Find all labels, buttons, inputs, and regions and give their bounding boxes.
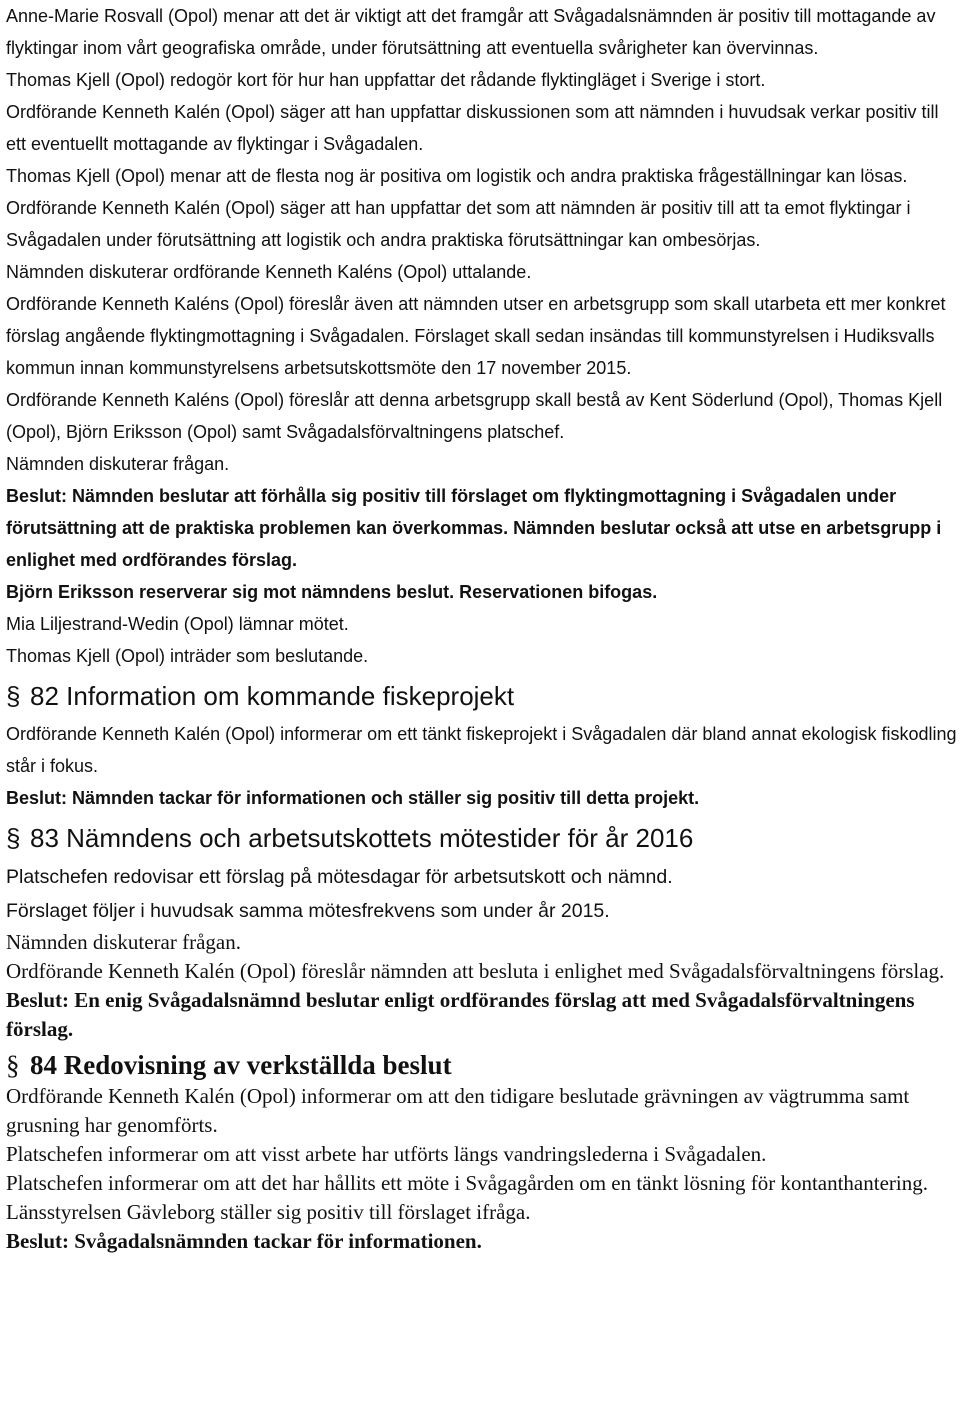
section-83-text-4: Ordförande Kenneth Kalén (Opol) föreslår nämnden att besluta i enlighet med Svågadalsförvaltningens förslag.	[6, 959, 945, 983]
section-84-decision: Beslut: Svågadalsnämnden tackar för informationen.	[6, 1229, 482, 1253]
section-83-text-2: Förslaget följer i huvudsak samma mötesfrekvens som under år 2015.	[6, 900, 610, 922]
paragraph-kjell-flyktinglaget: Thomas Kjell (Opol) redogör kort för hur han uppfattar det rådande flyktingläget i Sverige i stort.	[6, 70, 766, 90]
paragraph-kjell-logistik: Thomas Kjell (Opol) menar att de flesta nog är positiva om logistik och andra praktiska frågeställningar kan lösas.	[6, 166, 908, 186]
section-83-text-3: Nämnden diskuterar frågan.	[6, 930, 241, 954]
section-84-text-3: Platschefen informerar om att det har hållits ett möte i Svågagården om en tänkt lösning för kontanthantering. Länsstyrelsen Gävleborg ställer sig positiv till förslaget ifråga.	[6, 1171, 928, 1224]
section-sign-icon: §	[6, 823, 21, 853]
section-83-title: 83 Nämndens och arbetsutskottets mötestider för år 2016	[30, 823, 694, 853]
paragraph-namnden-diskuterar-uttalande: Nämnden diskuterar ordförande Kenneth Kaléns (Opol) uttalande.	[6, 262, 532, 282]
section-83-heading	[6, 818, 960, 858]
section-84-text-1: Ordförande Kenneth Kalén (Opol) informerar om att den tidigare beslutade grävningen av vägtrumma samt grusning har genomförts.	[6, 1084, 910, 1137]
section-84-title: 84 Redovisning av verkställda beslut	[30, 1050, 452, 1080]
reservation-eriksson: Björn Eriksson reserverar sig mot nämndens beslut. Reservationen bifogas.	[6, 582, 658, 602]
decision-flyktingmottagning: Beslut: Nämnden beslutar att förhålla sig positiv till förslaget om flyktingmottagning i Svågadalen under förutsättning att de praktiska problemen kan överkommas. Nämnden beslutar också att utse en arbetsgrupp i enlighet med ordförandes förslag.	[6, 486, 942, 570]
section-82-decision: Beslut: Nämnden tackar för informationen och ställer sig positiv till detta projekt.	[6, 788, 700, 808]
section-82-title: 82 Information om kommande fiskeprojekt	[30, 681, 515, 711]
paragraph-kalen-diskussion: Ordförande Kenneth Kalén (Opol) säger att han uppfattar diskussionen som att nämnden i huvudsak verkar positiv till ett eventuellt mottagande av flyktingar i Svågadalen.	[6, 102, 939, 154]
section-84-text-2: Platschefen informerar om att visst arbete har utförts längs vandringslederna i Svågadalen.	[6, 1142, 767, 1166]
paragraph-rosvall: Anne-Marie Rosvall (Opol) menar att det är viktigt att det framgår att Svågadalsnämnden är positiv till mottagande av flyktingar inom vårt geografiska område, under förutsättning att eventuella svårigheter kan övervinnas.	[6, 6, 936, 58]
section-sign-icon: §	[6, 1050, 20, 1080]
paragraph-kjell-intrader: Thomas Kjell (Opol) inträder som beslutande.	[6, 646, 369, 666]
paragraph-kalen-positiv: Ordförande Kenneth Kalén (Opol) säger att han uppfattar det som att nämnden är positiv till att ta emot flyktingar i Svågadalen under förutsättning att logistik och andra praktiska förutsättningar kan ombesörjas.	[6, 198, 911, 250]
paragraph-kalen-arbetsgrupp-medlemmar: Ordförande Kenneth Kaléns (Opol) föreslår att denna arbetsgrupp skall bestå av Kent Söderlund (Opol), Thomas Kjell (Opol), Björn Eriksson (Opol) samt Svågadalsförvaltningens platschef.	[6, 390, 943, 442]
paragraph-liljestrand-lamnar: Mia Liljestrand-Wedin (Opol) lämnar mötet.	[6, 614, 349, 634]
section-84-heading	[6, 1048, 960, 1082]
paragraph-kalen-arbetsgrupp: Ordförande Kenneth Kaléns (Opol) föreslår även att nämnden utser en arbetsgrupp som skall utarbeta ett mer konkret förslag angående flyktingmottagning i Svågadalen. Förslaget skall sedan insändas till kommunstyrelsen i Hudiksvalls kommun innan kommunstyrelsens arbetsutskottsmöte den 17 november 2015.	[6, 294, 946, 378]
paragraph-namnden-diskuterar: Nämnden diskuterar frågan.	[6, 454, 230, 474]
section-sign-icon: §	[6, 681, 21, 711]
section-82-text: Ordförande Kenneth Kalén (Opol) informerar om ett tänkt fiskeprojekt i Svågadalen där bland annat ekologisk fiskodling står i fokus.	[6, 724, 957, 776]
section-82-heading	[6, 676, 960, 716]
section-83-decision: Beslut: En enig Svågadalsnämnd beslutar enligt ordförandes förslag att med Svågadalsförvaltningens förslag.	[6, 988, 915, 1041]
section-83-text-1: Platschefen redovisar ett förslag på mötesdagar för arbetsutskott och nämnd.	[6, 866, 673, 888]
